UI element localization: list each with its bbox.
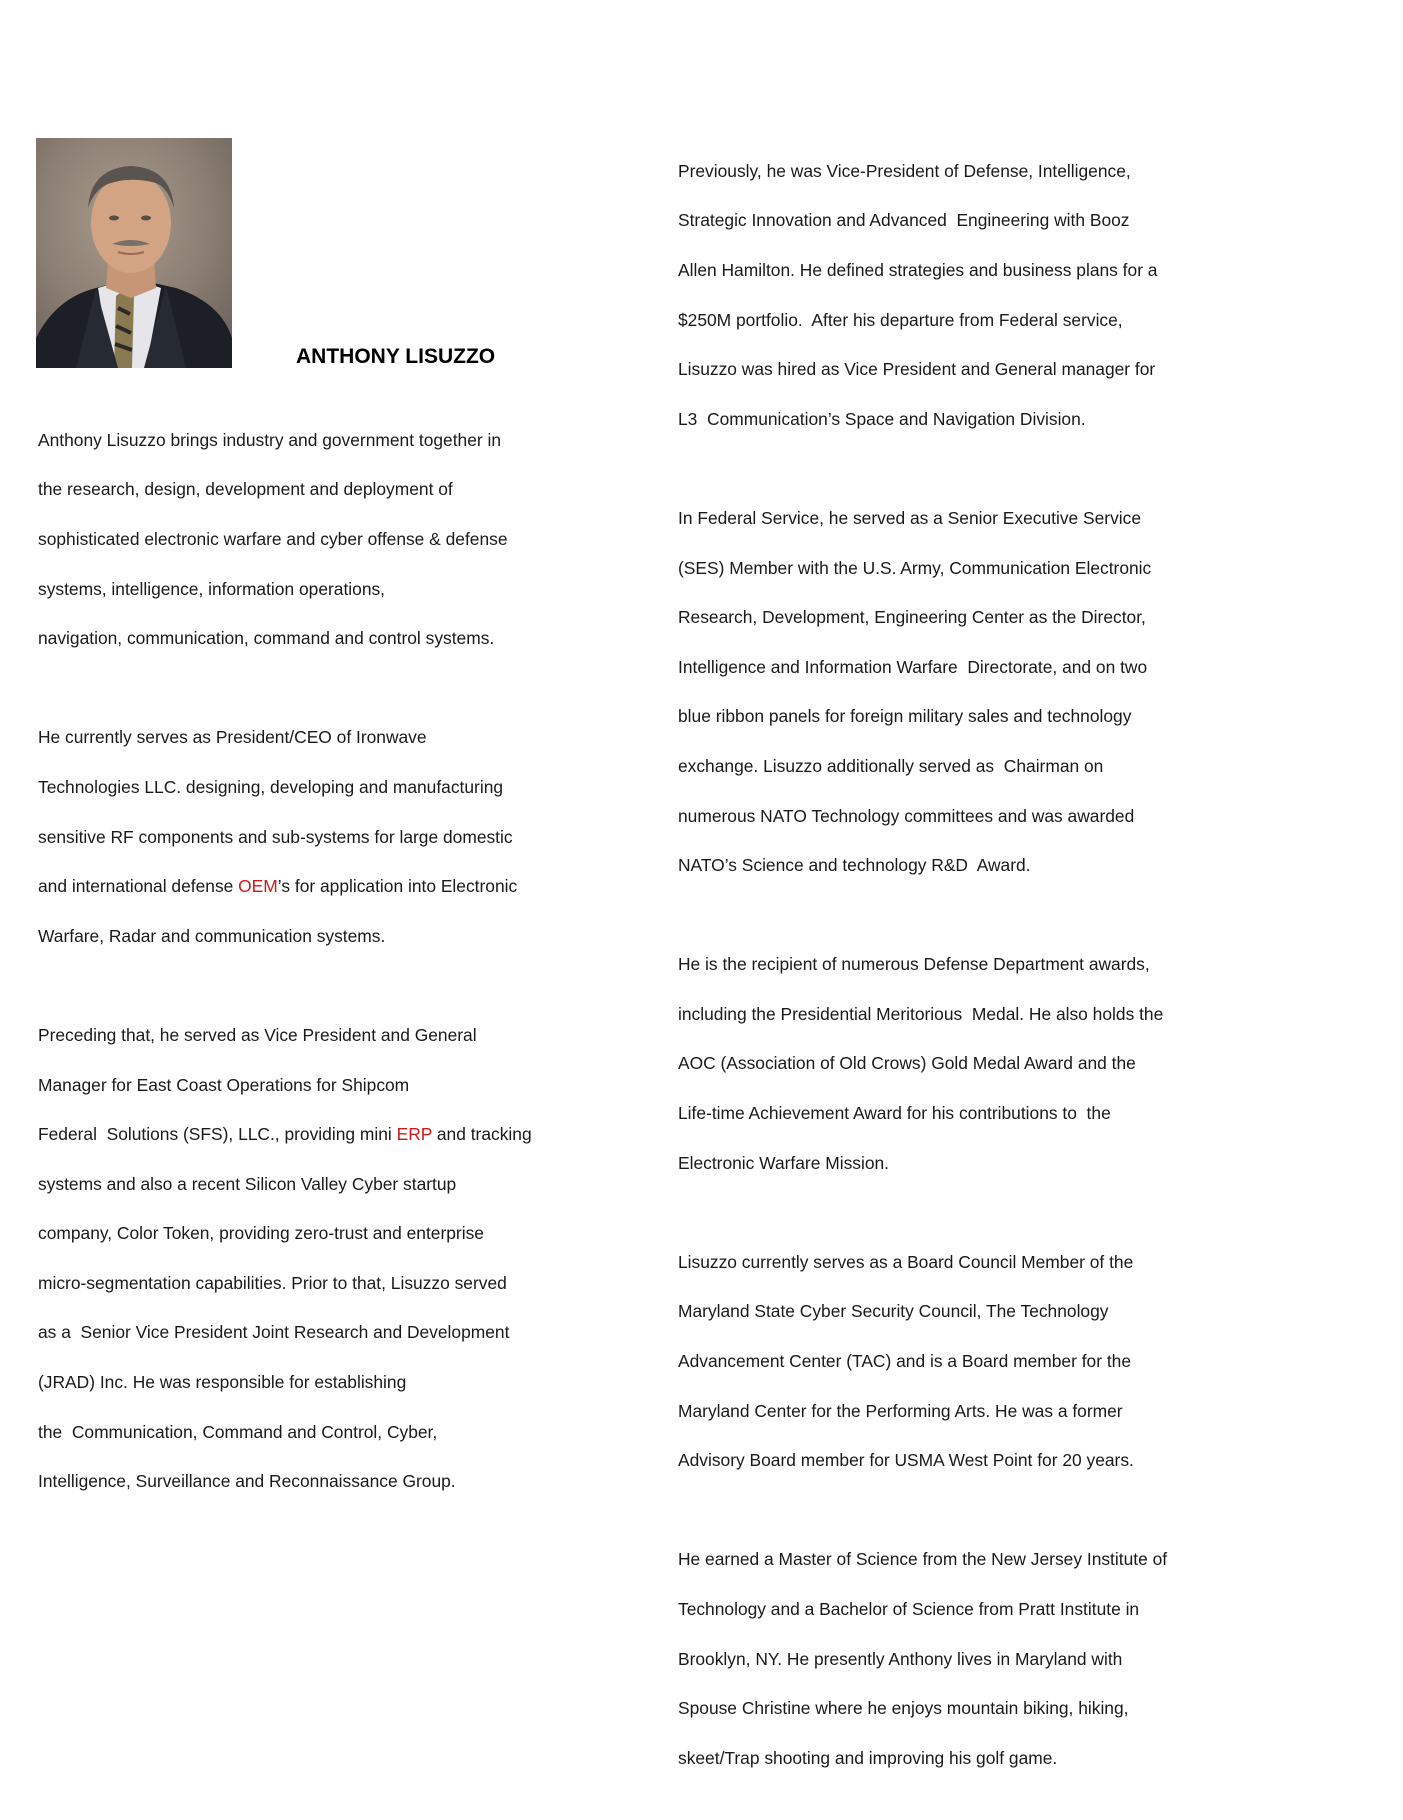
text-line: He is the recipient of numerous Defense Department awards, xyxy=(678,954,1150,975)
text-segment: ’s for application into Electronic xyxy=(277,876,518,897)
text-line: Strategic Innovation and Advanced Engineering with Booz xyxy=(678,210,1130,231)
text-line: Life-time Achievement Award for his contributions to the xyxy=(678,1103,1111,1124)
right-column-bio xyxy=(678,134,1253,1820)
text-line: skeet/Trap shooting and improving his golf game. xyxy=(678,1747,1058,1768)
text-line: AOC (Association of Old Crows) Gold Medal Award and the xyxy=(678,1053,1136,1074)
text-line: Maryland Center for the Performing Arts. He was a former xyxy=(678,1400,1123,1421)
text-line: Research, Development, Engineering Center as the Director, xyxy=(678,607,1146,628)
text-line: systems, intelligence, information operations, xyxy=(38,578,386,599)
bio-paragraph-awards xyxy=(678,928,1253,1201)
text-line: He earned a Master of Science from the New Jersey Institute of xyxy=(678,1549,1168,1570)
text-line: Technologies LLC. designing, developing and manufacturing xyxy=(38,776,504,797)
bio-paragraph-intro xyxy=(38,403,613,676)
text-line: Allen Hamilton. He defined strategies and business plans for a xyxy=(678,259,1158,280)
text-line: (SES) Member with the U.S. Army, Communication Electronic xyxy=(678,557,1152,578)
text-line: Intelligence, Surveillance and Reconnaissance Group. xyxy=(38,1471,456,1492)
text-line: Brooklyn, NY. He presently Anthony lives in Maryland with xyxy=(678,1648,1123,1669)
text-line: company, Color Token, providing zero-trust and enterprise xyxy=(38,1223,484,1244)
bio-paragraph-prior-roles xyxy=(38,998,613,1519)
text-line xyxy=(38,874,613,899)
bio-paragraph-federal-service xyxy=(678,481,1253,903)
text-line: the research, design, development and deployment of xyxy=(38,479,453,500)
text-segment: and tracking xyxy=(432,1124,532,1145)
text-line: Preceding that, he served as Vice President and General xyxy=(38,1024,477,1045)
bio-paragraph-booz-allen xyxy=(678,134,1253,456)
text-line: Warfare, Radar and communication systems. xyxy=(38,925,386,946)
text-line: the Communication, Command and Control, Cyber, xyxy=(38,1421,438,1442)
text-line: numerous NATO Technology committees and was awarded xyxy=(678,805,1135,826)
text-line: He currently serves as President/CEO of Ironwave xyxy=(38,727,427,748)
text-line: micro-segmentation capabilities. Prior to that, Lisuzzo served xyxy=(38,1272,507,1293)
text-segment: and international defense xyxy=(38,876,239,897)
text-line: Technology and a Bachelor of Science from Pratt Institute in xyxy=(678,1599,1140,1620)
text-line: including the Presidential Meritorious Medal. He also holds the xyxy=(678,1003,1164,1024)
text-line: sensitive RF components and sub-systems for large domestic xyxy=(38,826,513,847)
text-line: systems and also a recent Silicon Valley Cyber startup xyxy=(38,1173,457,1194)
text-line: L3 Communication’s Space and Navigation Division. xyxy=(678,408,1086,429)
text-line: (JRAD) Inc. He was responsible for establishing xyxy=(38,1372,407,1393)
text-line: as a Senior Vice President Joint Research and Development xyxy=(38,1322,510,1343)
text-line: navigation, communication, command and control systems. xyxy=(38,628,495,649)
portrait-photo xyxy=(36,138,232,368)
text-line: Maryland State Cyber Security Council, The Technology xyxy=(678,1301,1109,1322)
text-line xyxy=(38,1122,613,1147)
person-name-heading: ANTHONY LISUZZO xyxy=(296,345,496,368)
text-line: $250M portfolio. After his departure from Federal service, xyxy=(678,309,1123,330)
bio-paragraph-current-role xyxy=(38,701,613,974)
text-line: Anthony Lisuzzo brings industry and government together in xyxy=(38,429,502,450)
text-line: Lisuzzo was hired as Vice President and General manager for xyxy=(678,359,1156,380)
highlighted-term-oem: OEM xyxy=(238,876,278,897)
text-segment: Federal Solutions (SFS), LLC., providing mini xyxy=(38,1124,397,1145)
text-line: Advancement Center (TAC) and is a Board member for the xyxy=(678,1351,1131,1372)
text-line: blue ribbon panels for foreign military sales and technology xyxy=(678,706,1132,727)
text-line: Lisuzzo currently serves as a Board Council Member of the xyxy=(678,1251,1134,1272)
text-line: Manager for East Coast Operations for Shipcom xyxy=(38,1074,410,1095)
text-line: NATO’s Science and technology R&D Award. xyxy=(678,855,1031,876)
text-line: In Federal Service, he served as a Senior Executive Service xyxy=(678,507,1142,528)
highlighted-term-erp: ERP xyxy=(396,1124,433,1145)
text-line: Intelligence and Information Warfare Directorate, and on two xyxy=(678,656,1148,677)
text-line: Advisory Board member for USMA West Point for 20 years. xyxy=(678,1450,1134,1471)
left-column-bio xyxy=(38,403,613,1544)
portrait-illustration xyxy=(36,138,232,368)
bio-paragraph-boards xyxy=(678,1225,1253,1498)
text-line: sophisticated electronic warfare and cyber offense & defense xyxy=(38,528,508,549)
text-line: Electronic Warfare Mission. xyxy=(678,1152,889,1173)
text-line: Spouse Christine where he enjoys mountain biking, hiking, xyxy=(678,1698,1129,1719)
text-line: Previously, he was Vice-President of Defense, Intelligence, xyxy=(678,160,1131,181)
bio-paragraph-education xyxy=(678,1523,1253,1796)
text-line: exchange. Lisuzzo additionally served as Chairman on xyxy=(678,755,1104,776)
